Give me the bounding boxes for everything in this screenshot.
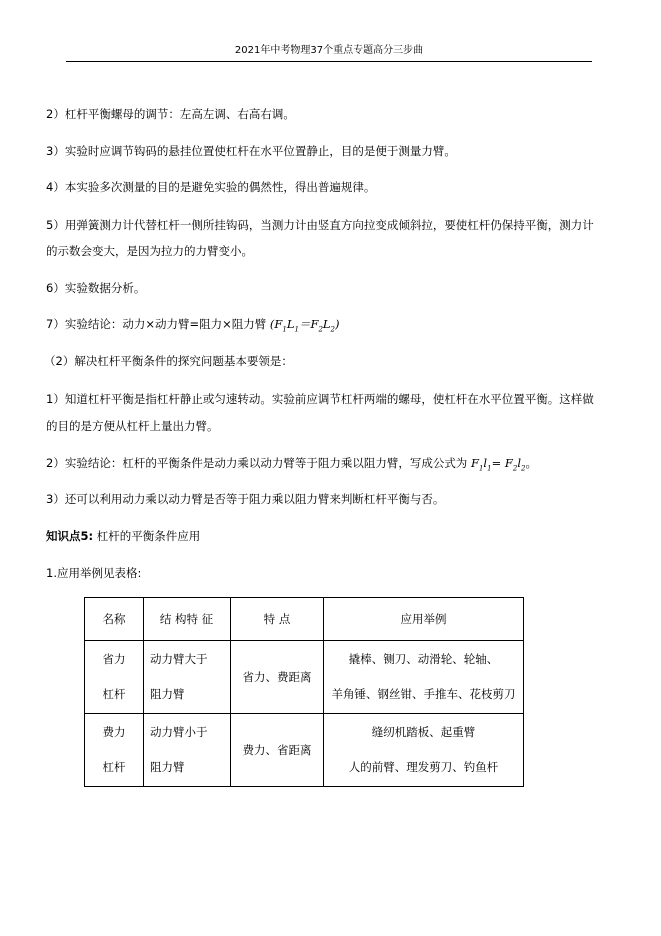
- header-structure: 结 构特 征: [144, 598, 231, 641]
- table-row: [85, 641, 524, 714]
- formula-line-text: 2）实验结论：杠杆的平衡条件是动力乘以动力臂等于阻力乘以阻力臂，写成公式为: [46, 456, 468, 470]
- knowledge-heading: [46, 524, 596, 549]
- paragraph-line: 5）用弹簧测力计代替杠杆一侧所挂钩码，当测力计由竖直方向拉变成倾斜拉，要使杠杆仍保持平衡，测力计的示数会变大，是因为拉力的力臂变小。: [46, 218, 594, 258]
- header-name: 名称: [85, 598, 144, 641]
- knowledge-label: 知识点5:: [46, 529, 94, 543]
- header-feature: 特 点: [231, 598, 324, 641]
- row-examples-cell: 撬棒、铡刀、动滑轮、轮轴、 羊角锤、钢丝钳、手推车、花枝剪刀: [324, 641, 524, 714]
- paragraph-line: 4）本实验多次测量的目的是避免实验的偶然性，得出普遍规律。: [46, 180, 376, 194]
- paragraph-line: 3）还可以利用动力乘以动力臂是否等于阻力乘以阻力臂来判断杠杆平衡与否。: [46, 492, 445, 506]
- formula-line: 2）实验结论：杠杆的平衡条件是动力乘以动力臂等于阻力乘以阻力臂，写成公式为 $F_1l_1= F_2l_2$。: [46, 456, 537, 473]
- header-divider: [66, 61, 592, 62]
- paragraph-line: （2）解决杠杆平衡条件的探究问题基本要领是：: [44, 354, 293, 368]
- row-feature-cell: 费力、省距离: [231, 714, 324, 787]
- lever-formula-inline: $F_1l_1= F_2l_2$: [470, 456, 526, 473]
- table-row: [85, 714, 524, 787]
- row-examples-cell: 缝纫机踏板、起重臂 人的前臂、理发剪刀、钓鱼杆: [324, 714, 524, 787]
- page-header-title: 2021年中考物理37个重点专题高分三步曲: [234, 45, 424, 56]
- row-name-cell: 省力 杠杆: [85, 641, 144, 714]
- paragraph-line: 3）实验时应调节钩码的悬挂位置使杠杆在水平位置静止，目的是便于测量力臂。: [46, 144, 456, 158]
- lever-application-table: [84, 597, 524, 787]
- row-feature-cell: 省力、费距离: [231, 641, 324, 714]
- table-header-row: [85, 598, 524, 641]
- lever-formula: $(F_1L_1=F_2L_2)$: [269, 317, 340, 334]
- row-structure-cell: 动力臂大于 阻力臂: [144, 641, 231, 714]
- paragraph-line: 2）杠杆平衡螺母的调节：左高左调、右高右调。: [46, 107, 295, 121]
- paragraph-line: 1）知道杠杆平衡是指杠杆静止或匀速转动。实验前应调节杠杆两端的螺母，使杠杆在水平位置平衡。这样做的目的是方便从杠杆上量出力臂。: [46, 392, 594, 433]
- conclusion-text: 7）实验结论：动力×动力臂=阻力×阻力臂: [46, 317, 267, 331]
- conclusion-line: [46, 312, 596, 342]
- row-name-cell: 费力 杠杆: [85, 714, 144, 787]
- paragraph-line: 6）实验数据分析。: [46, 281, 146, 295]
- table-intro: 1.应用举例见表格:: [46, 566, 142, 580]
- knowledge-title: 杠杆的平衡条件应用: [93, 529, 201, 543]
- row-structure-cell: 动力臂小于 阻力臂: [144, 714, 231, 787]
- header-examples: 应用举例: [324, 598, 524, 641]
